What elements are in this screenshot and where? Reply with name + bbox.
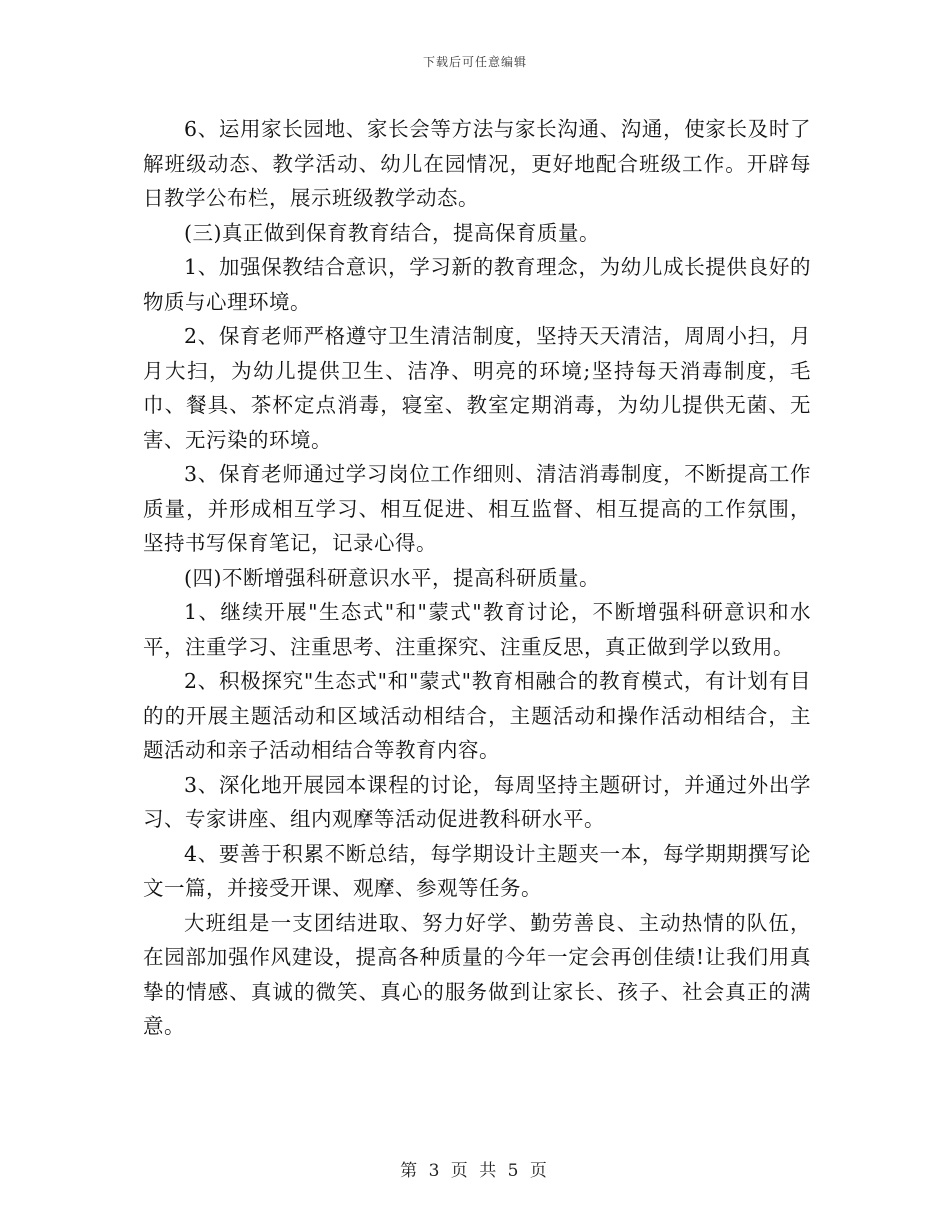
- section-heading-4: (四)不断增强科研意识水平，提高科研质量。: [184, 565, 600, 590]
- paragraph-3-3: 3、保育老师通过学习岗位工作细则、清洁消毒制度，不断提高工作质量，并形成相互学习、相互促进、相互监督、相互提高的工作氛围，坚持书写保育笔记，记录心得。: [143, 462, 811, 555]
- paragraph-4-3: 3、深化地开展园本课程的讨论，每周坚持主题研讨，并通过外出学习、专家讲座、组内观摩等活动促进教科研水平。: [143, 772, 811, 831]
- paragraph-4-4: 4、要善于积累不断总结，每学期设计主题夹一本，每学期期撰写论文一篇，并接受开课、观摩、参观等任务。: [143, 841, 811, 900]
- paragraph-item-6: 6、运用家长园地、家长会等方法与家长沟通、沟通，使家长及时了解班级动态、教学活动、幼儿在园情况，更好地配合班级工作。开辟每日教学公布栏，展示班级教学动态。: [143, 117, 811, 210]
- section-heading-3: (三)真正做到保育教育结合，提高保育质量。: [184, 220, 600, 245]
- paragraph-4-2: 2、积极探究"生态式"和"蒙式"教育相融合的教育模式，有计划有目的的开展主题活动和区域活动相结合，主题活动和操作活动相结合，主题活动和亲子活动相结合等教育内容。: [143, 669, 811, 762]
- page-footer: 第 3 页 共 5 页: [400, 1161, 550, 1181]
- paragraph-4-1: 1、继续开展"生态式"和"蒙式"教育讨论，不断增强科研意识和水平，注重学习、注重思考、注重探究、注重反思，真正做到学以致用。: [143, 600, 811, 659]
- document-body: [143, 112, 811, 1044]
- closing-paragraph: 大班组是一支团结进取、努力好学、勤劳善良、主动热情的队伍，在园部加强作风建设，提高各种质量的今年一定会再创佳绩!让我们用真挚的情感、真诚的微笑、真心的服务做到让家长、孩子、社会真正的满意。: [143, 910, 811, 1038]
- paragraph-3-1: 1、加强保教结合意识，学习新的教育理念，为幼儿成长提供良好的物质与心理环境。: [143, 255, 811, 314]
- page-header: 下载后可任意编辑: [422, 55, 527, 69]
- paragraph-3-2: 2、保育老师严格遵守卫生清洁制度，坚持天天清洁，周周小扫，月月大扫，为幼儿提供卫生、洁净、明亮的环境;坚持每天消毒制度，毛巾、餐具、茶杯定点消毒，寝室、教室定期消毒，为幼儿提供无菌、无害、无污染的环境。: [143, 324, 811, 452]
